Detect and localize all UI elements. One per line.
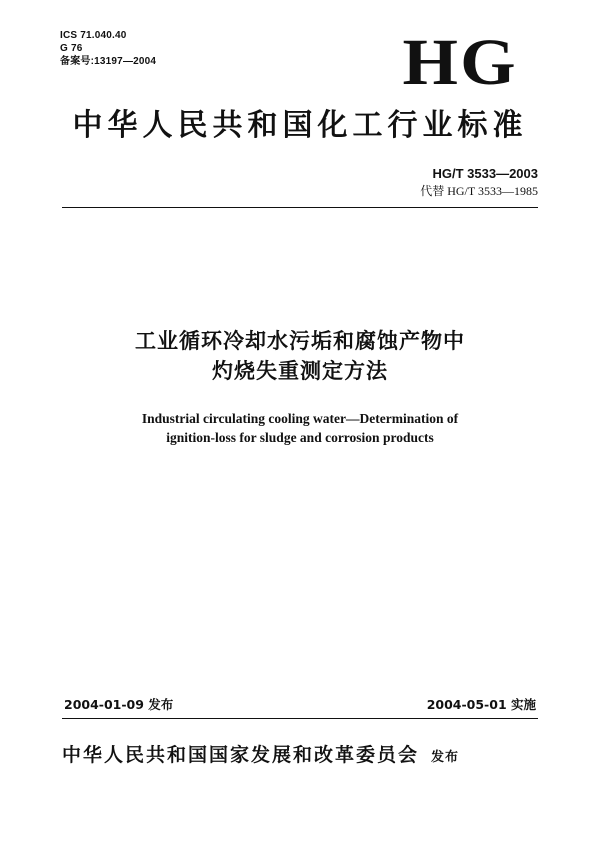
header-divider [62,207,538,208]
standard-organization-title: 中华人民共和国化工行业标准 [72,108,528,143]
record-number: 备案号:13197—2004 [60,56,157,67]
title-english-line-1: Industrial circulating cooling water—Determination of [141,411,459,426]
replaced-standard: 代替 HG/T 3533—1985 [420,184,538,198]
issuing-authority [62,742,459,771]
standard-code: HG/T 3533—2003 [432,166,538,181]
implementation-date: 2004-05-01 实施 [426,697,536,712]
title-chinese-line-2: 灼烧失重测定方法 [212,359,388,383]
classification-code: G 76 [60,43,83,54]
issuer-suffix: 发布 [431,750,460,765]
title-chinese-line-1: 工业循环冷却水污垢和腐蚀产物中 [135,329,465,353]
ics-code: ICS 71.040.40 [60,30,127,41]
footer-divider [62,718,538,719]
hg-logo: HG [402,26,518,99]
title-english-line-2: ignition-loss for sludge and corrosion products [166,430,434,445]
issue-date: 2004-01-09 发布 [64,697,174,712]
issuer-name: 中华人民共和国国家发展和改革委员会 [62,744,420,766]
